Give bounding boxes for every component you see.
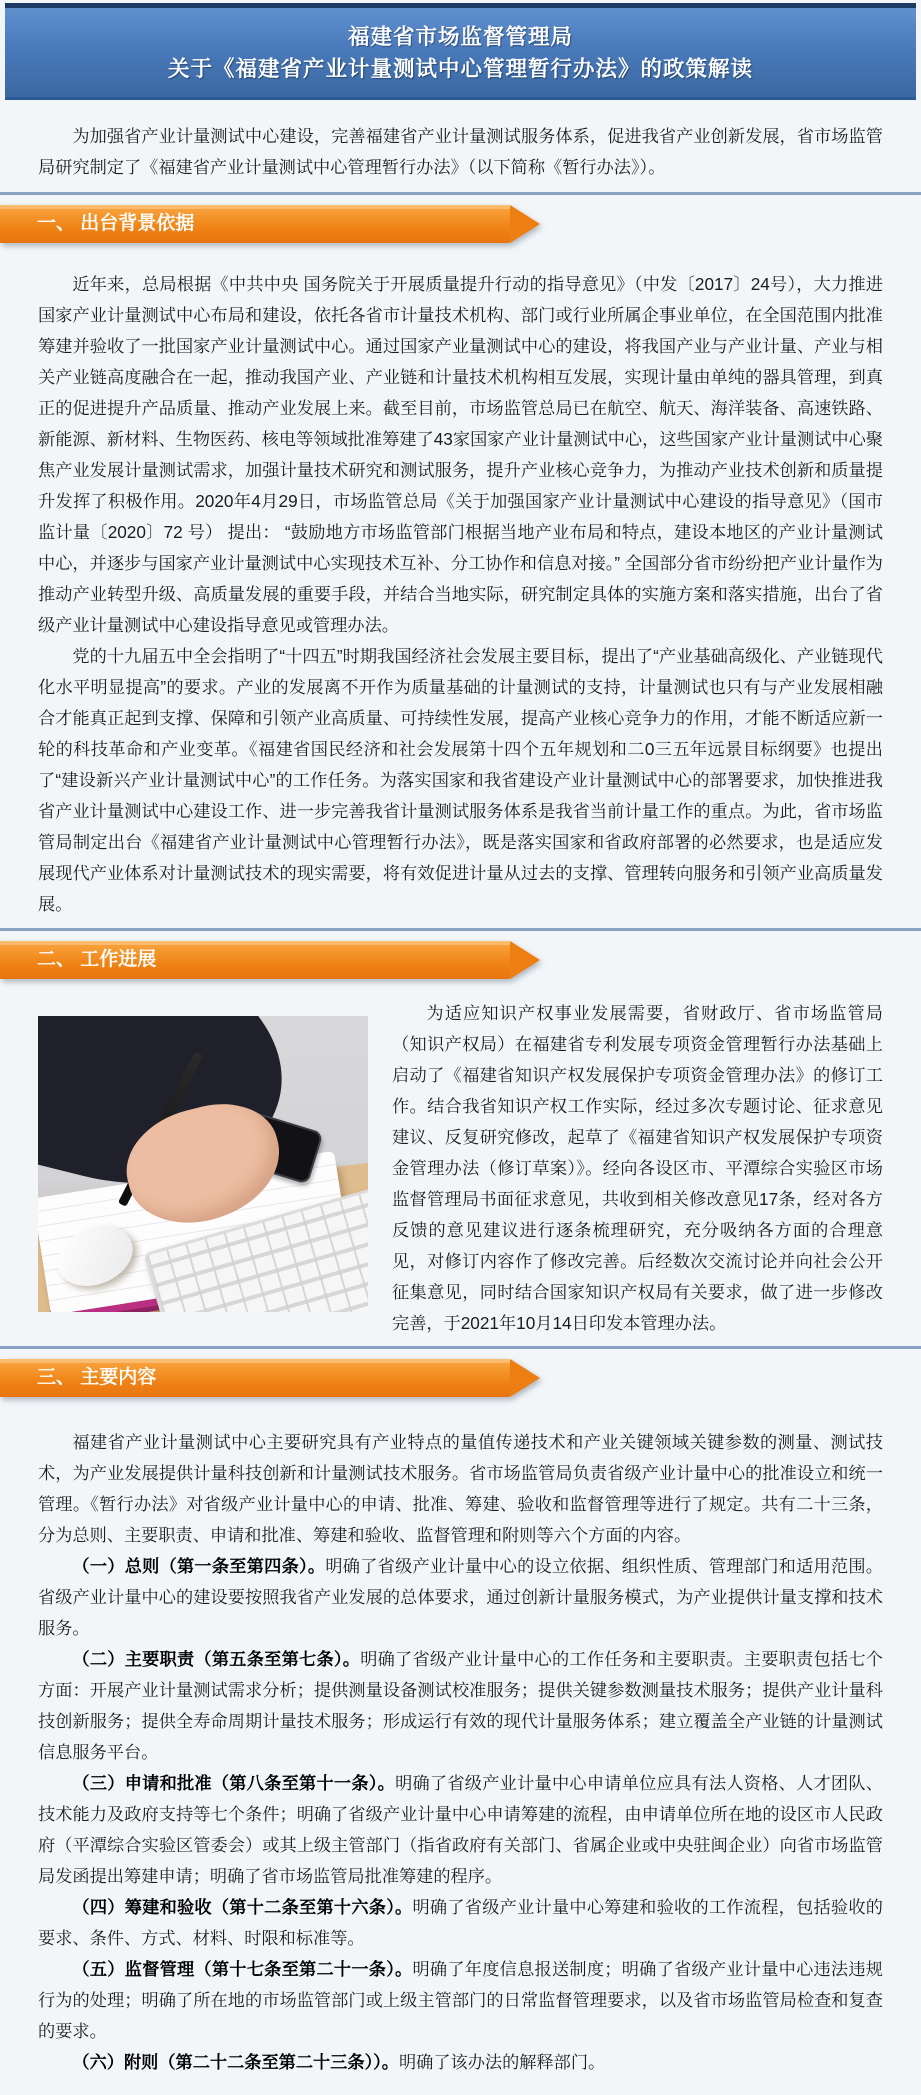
- item-1-body: 明确了省级产业计量中心的设立依据、组织性质、管理部门和适用范围。省级产业计量中心的建设要按照我省产业发展的总体要求，通过创新计量服务模式，为产业提供计量支撑和技术服务。: [38, 1556, 883, 1638]
- item-1-heading: （一）总则（第一条至第四条）。: [72, 1556, 326, 1576]
- intro-paragraph: 为加强省产业计量测试中心建设，完善福建省产业计量测试服务体系，促进我省产业创新发展，省市场监管局研究制定了《福建省产业计量测试中心管理暂行办法》（以下简称《暂行办法》）。: [38, 126, 883, 177]
- item-6-heading: （六）附则（第二十二条至第二十三条））。: [72, 2052, 399, 2072]
- section-2-title: 二、 工作进展: [37, 949, 157, 970]
- section-2-header: [0, 941, 510, 979]
- section-3-item-2: [38, 1644, 883, 1768]
- section-2-content: [38, 998, 883, 1339]
- section-3-header: [0, 1359, 510, 1397]
- item-3-body: 明确了省级产业计量中心申请单位应具有法人资格、人才团队、技术能力及政府支持等七个条件；明确了省级产业计量中心申请筹建的流程，由申请单位所在地的设区市人民政府（平潭综合实验区管委会）或其上级主管部门（指省政府有关部门、省属企业或中央驻闽企业）向省市场监管局发函提出筹建申请；明确了省市场监管局批准筹建的程序。: [38, 1773, 883, 1886]
- item-2-heading: （二）主要职责（第五条至第七条）。: [72, 1649, 361, 1669]
- section-3-item-4: [38, 1892, 883, 1954]
- section-1-paragraph-1: 近年来，总局根据《中共中央 国务院关于开展质量提升行动的指导意见》（中发〔2017〕24号），大力推进国家产业计量测试中心布局和建设，依托各省市计量技术机构、部门或行业所属企事业单位，在全国范围内批准筹建并验收了一批国家产业计量测试中心。通过国家产业量测试中心的建设，将我国产业与产业计量、产业与相关产业链高度融合在一起，推动我国产业、产业链和计量技术机构相互发展，实现计量由单纯的器具管理，到真正的促进提升产品质量、推动产业发展上来。截至目前，市场监管总局已在航空、航天、海洋装备、高速铁路、新能源、新材料、生物医药、核电等领域批准筹建了43家国家产业计量测试中心，这些国家产业计量测试中心聚焦产业发展计量测试需求，加强计量技术研究和测试服务，提升产业核心竞争力，为推动产业技术创新和质量提升发挥了积极作用。2020年4月29日，市场监管总局《关于加强国家产业计量测试中心建设的指导意见》（国市监计量〔2020〕72 号） 提出： “鼓励地方市场监管部门根据当地产业布局和特点，建设本地区的产业计量测试中心，并逐步与国家产业计量测试中心实现技术互补、分工协作和信息对接。” 全国部分省市纷纷把产业计量作为推动产业转型升级、高质量发展的重要手段，并结合当地实际，研究制定具体的实施方案和落实措施，出台了省级产业计量测试中心建设指导意见或管理办法。: [38, 274, 883, 635]
- item-2-body: 明确了省级产业计量中心的工作任务和主要职责。主要职责包括七个方面：开展产业计量测试需求分析；提供测量设备测试校准服务；提供关键参数测量技术服务；提供产业计量科技创新服务；提供全寿命周期计量技术服务；形成运行有效的现代计量服务体系；建立覆盖全产业链的计量测试信息服务平台。: [38, 1649, 883, 1762]
- section-divider: [0, 192, 921, 195]
- section-3-intro: 福建省产业计量测试中心主要研究具有产业特点的量值传递技术和产业关键领域关键参数的测量、测试技术，为产业发展提供计量科技创新和计量测试技术服务。省市场监管局负责省级产业计量中心的批准设立和统一管理。《暂行办法》对省级产业计量中心的申请、批准、筹建、验收和监督管理等进行了规定。共有二十三条，分为总则、主要职责、申请和批准、筹建和验收、监督管理和附则等六个方面的内容。: [38, 1432, 883, 1545]
- section-1-paragraph-2: 党的十九届五中全会指明了“十四五”时期我国经济社会发展主要目标，提出了“产业基础高级化、产业链现代化水平明显提高”的要求。产业的发展离不开作为质量基础的计量测试的支持，计量测试也只有与产业发展相融合才能真正起到支撑、保障和引领产业高质量、可持续性发展，提高产业核心竞争力的作用，才能不断适应新一轮的科技革命和产业变革。《福建省国民经济和社会发展第十四个五年规划和二0三五年远景目标纲要》也提出了“建设新兴产业计量测试中心”的工作任务。为落实国家和我省建设产业计量测试中心的部署要求，加快推进我省产业计量测试中心建设工作、进一步完善我省计量测试服务体系是我省当前计量工作的重点。为此，省市场监管局制定出台《福建省产业计量测试中心管理暂行办法》，既是落实国家和省政府部署的必然要求，也是适应发展现代产业体系对计量测试技术的现实需要，将有效促进计量从过去的支撑、管理转向服务和引领产业高质量发展。: [38, 646, 883, 914]
- item-4-heading: （四）筹建和验收（第十二条至第十六条）。: [72, 1897, 413, 1917]
- section-1-title: 一、 出台背景依据: [37, 213, 195, 234]
- section-divider: [0, 928, 921, 931]
- document-body: [0, 121, 921, 2078]
- section-3-item-3: [38, 1768, 883, 1892]
- section-2-paragraph: 为适应知识产权事业发展需要，省财政厅、省市场监管局（知识产权局）在福建省专利发展专项资金管理暂行办法基础上启动了《福建省知识产权发展保护专项资金管理办法》的修订工作。结合我省知识产权工作实际，经过多次专题讨论、征求意见建议、反复研究修改，起草了《福建省知识产权发展保护专项资金管理办法（修订草案）》。经向各设区市、平潭综合实验区市场监督管理局书面征求意见，共收到相关修改意见17条，经对各方反馈的意见建议进行逐条梳理研究，充分吸纳各方面的合理意见，对修订内容作了修改完善。后经数次交流讨论并向社会公开征集意见，同时结合国家知识产权局有关要求，做了进一步修改完善，于2021年10月14日印发本管理办法。: [392, 1003, 883, 1333]
- item-6-body: 明确了该办法的解释部门。: [398, 2052, 606, 2072]
- section-divider: [0, 1346, 921, 1349]
- section-3-title: 三、 主要内容: [37, 1367, 157, 1388]
- page-title-line1: 福建省市场监督管理局: [347, 25, 573, 49]
- item-5-body: 明确了年度信息报送制度；明确了省级产业计量中心违法违规行为的处理；明确了所在地的市场监管部门或上级主管部门的日常监督管理要求，以及省市场监管局检查和复查的要求。: [38, 1959, 883, 2041]
- page-title-line2: 关于《福建省产业计量测试中心管理暂行办法》的政策解读: [167, 57, 753, 81]
- section-3-item-1: [38, 1551, 883, 1644]
- item-5-heading: （五）监督管理（第十七条至第二十一条）。: [72, 1959, 413, 1979]
- page-header-banner: [5, 3, 916, 100]
- section-3-item-6: [38, 2047, 883, 2078]
- section-1-header: [0, 205, 510, 243]
- photo-writing-hand: [38, 1016, 368, 1312]
- item-4-body: 明确了省级产业计量中心筹建和验收的工作流程，包括验收的要求、条件、方式、材料、时限和标准等。: [38, 1897, 883, 1948]
- section-3-item-5: [38, 1954, 883, 2047]
- item-3-heading: （三）申请和批准（第八条至第十一条）。: [72, 1773, 396, 1793]
